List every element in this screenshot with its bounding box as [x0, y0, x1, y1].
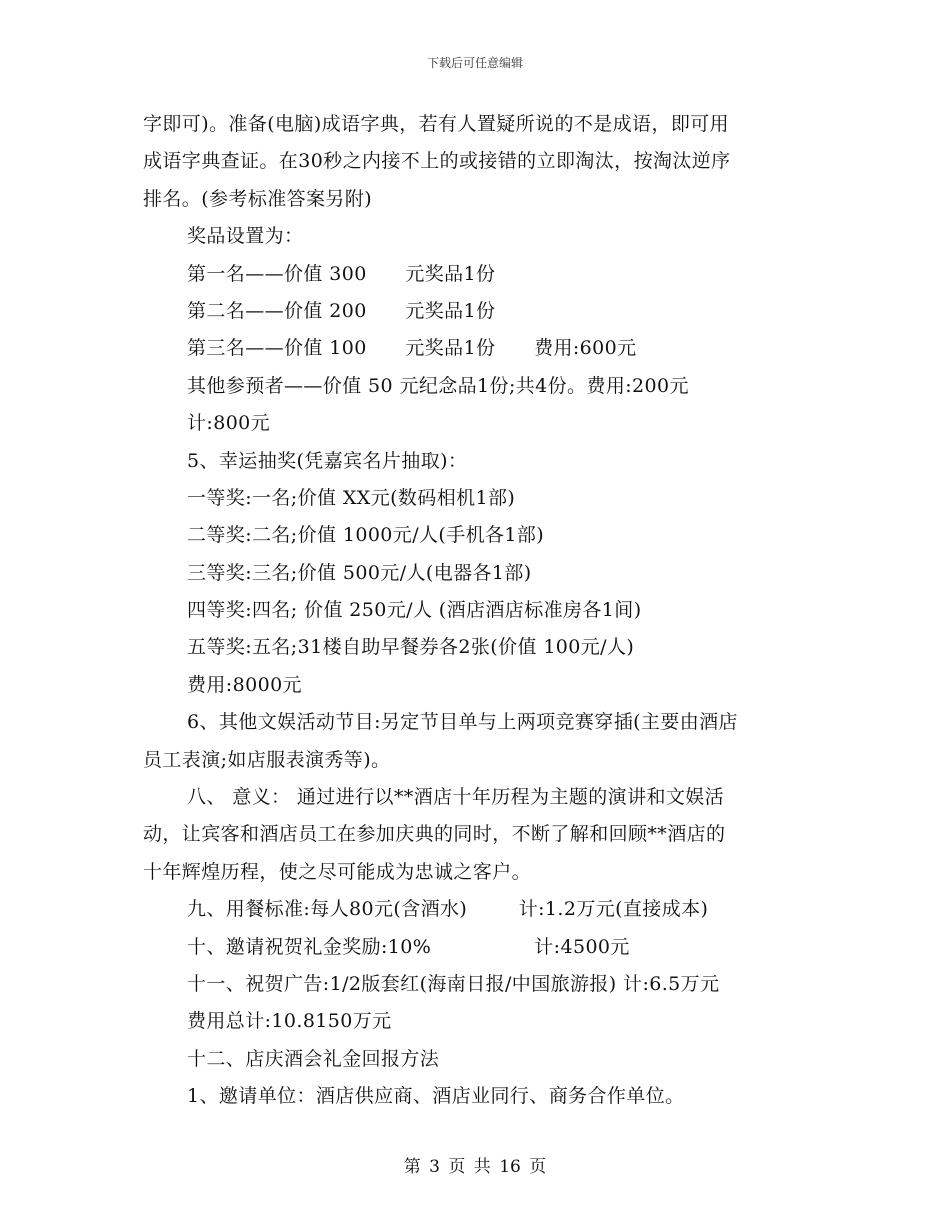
text-line: 其他参预者——价值 50 元纪念品1份;共4份。费用:200元 [187, 374, 689, 397]
text-line: 费用:8000元 [187, 673, 302, 696]
text-line: 费用总计:10.8150万元 [187, 1010, 392, 1033]
text-line: 二等奖:二名;价值 1000元/人(手机各1部) [187, 524, 545, 547]
text-line: 奖品设置为： [187, 225, 304, 248]
text-line: 十年辉煌历程，使之尽可能成为忠诚之客户。 [143, 860, 532, 883]
text-line: 动，让宾客和酒店员工在参加庆典的同时，不断了解和回顾**酒店的 [143, 823, 726, 846]
text-line: 第二名——价值 200 元奖品1份 [187, 299, 496, 322]
text-line: 一等奖:一名;价值 XX元(数码相机1部) [187, 486, 516, 509]
text-line: 十一、祝贺广告:1/2版套红(海南日报/中国旅游报) 计:6.5万元 [187, 972, 720, 995]
text-line: 三等奖:三名;价值 500元/人(电器各1部) [187, 561, 532, 584]
page-header: 下载后可任意编辑 [426, 56, 523, 70]
document-body [143, 106, 813, 1116]
text-line: 四等奖:四名; 价值 250元/人 (酒店酒店标准房各1间) [187, 599, 642, 622]
text-line: 第一名——价值 300 元奖品1份 [187, 262, 496, 285]
text-line: 成语字典查证。在30秒之内接不上的或接错的立即淘汰，按淘汰逆序 [143, 150, 731, 173]
page-footer: 第 3 页 共 16 页 [403, 1157, 547, 1177]
text-line: 1、邀请单位：酒店供应商、酒店业同行、商务合作单位。 [187, 1085, 685, 1108]
text-line: 排名。(参考标准答案另附) [143, 187, 373, 210]
text-line: 计:800元 [187, 412, 271, 435]
text-line: 五等奖:五名;31楼自助早餐券各2张(价值 100元/人) [187, 636, 635, 659]
text-line: 字即可)。准备(电脑)成语字典，若有人置疑所说的不是成语，即可用 [143, 113, 730, 135]
text-line: 十二、店庆酒会礼金回报方法 [187, 1047, 440, 1070]
text-line: 员工表演;如店服表演秀等)。 [143, 748, 391, 771]
text-line: 九、用餐标准:每人80元(含酒水) 计:1.2万元(直接成本) [187, 898, 709, 921]
text-line: 5、幸运抽奖(凭嘉宾名片抽取)： [187, 449, 468, 472]
text-line: 十、邀请祝贺礼金奖励:10% 计:4500元 [187, 935, 630, 958]
text-line: 第三名——价值 100 元奖品1份 费用:600元 [187, 337, 637, 360]
text-line: 6、其他文娱活动节目:另定节目单与上两项竞赛穿插(主要由酒店 [187, 711, 738, 734]
text-line: 八、 意义： 通过进行以**酒店十年历程为主题的演讲和文娱活 [187, 786, 725, 809]
